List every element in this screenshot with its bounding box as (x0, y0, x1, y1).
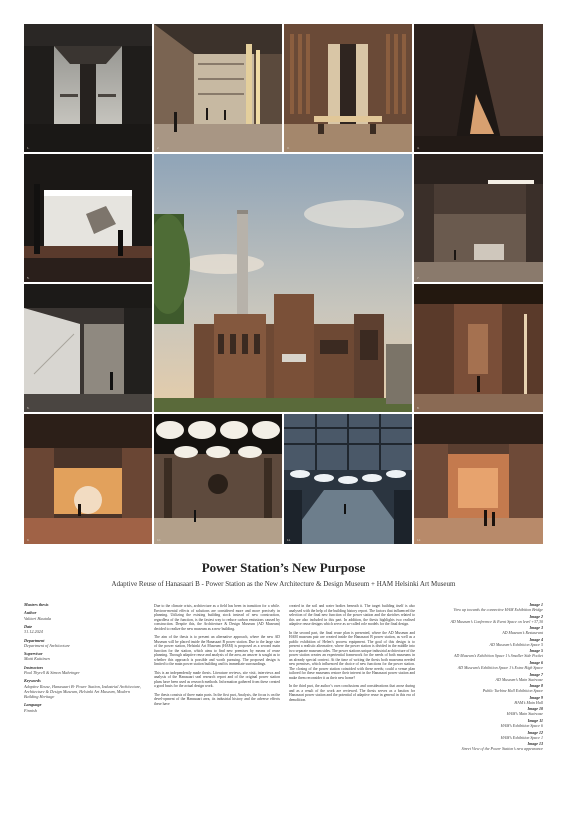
abstract-paragraph: In the second part, the final reuse plan is presented, where the AD Museum and HAM museum pair are created inside the Hanasaari B power station, as well as a public exhibition of Helen’s process equipment. The goal of this design is to present a realistic alternative, where the power station is divided in the middle into two separate museum sides. The power stations unique industrial architecture of the power station creates an experiential framework for the needs of both museums in an already special context. At the time of writing the thesis both museums needed new premises, which influenced the choice of new functions for the power station. The closing of the power station coincided with these needs; could a venue plan tailored for these museums restore their interest in the Hanasaari power station and make them reconsider it as their new home? (289, 630, 415, 680)
caption-text: AD Museum’s Conference & Event Space on level +37,30 (450, 618, 543, 624)
render-image-11 (284, 414, 412, 544)
render-image-8 (414, 284, 543, 412)
image-label: 2. (157, 146, 160, 150)
meta-label: Author (24, 610, 37, 616)
abstract-paragraph: created in the soil and water bodies beneath it. The target building itself is also analysed with the help of the building history report. The factors that influenced the selection of the final new function of the power station and the sketches related to this are also included in this part. In addition, the thesis highlights two realised adaptive reuse designs which serve as so-called role models for the final design. (289, 604, 415, 626)
caption-item (420, 660, 543, 670)
caption-number: Image 13 (527, 741, 543, 747)
render-image-1 (24, 24, 152, 152)
meta-value: Adaptive Reuse, Hanasaari B- Power Station, Industrial Architecture, Architecture & Design Museum, Helsinki Art Museum, Modern Building Heritage (24, 683, 142, 699)
caption-number: Image 6 (529, 659, 543, 665)
caption-text: AD Museum’s Main Staircase (495, 676, 543, 682)
image-label: 7. (417, 276, 420, 280)
caption-item (420, 730, 543, 740)
caption-number: Image 9 (529, 694, 543, 700)
page-subtitle: Adaptive Reuse of Hanasaari B - Power Station as the New Architecture & Design Museum + HAM Helsinki Art Museum (111, 580, 456, 588)
caption-text: HAM’s Exhibition Space 6 (500, 722, 543, 728)
image-label: 5. (27, 276, 30, 280)
caption-item (420, 672, 543, 682)
caption-number: Image 1 (529, 602, 543, 607)
render-image-5 (24, 154, 152, 282)
meta-label: Date (24, 623, 33, 629)
caption-text: AD Museum’s Restaurant (502, 630, 543, 636)
caption-number: Image 5 (529, 648, 543, 654)
caption-number: Image 2 (529, 613, 543, 619)
image-captions (420, 602, 543, 753)
abstract-paragraph: The thesis consists of three main parts. In the first part, Analysis, the focus is on the devel-opment of the Hanasaari area, its industrial history and the adverse effects these have (154, 692, 280, 706)
caption-number: Image 11 (527, 717, 543, 723)
caption-item (420, 718, 543, 728)
caption-item (420, 625, 543, 635)
abstract-paragraph: The aim of the thesis is to present an alternative approach, where the new AD Museum will be placed inside the Hanasaari B power station. Due to the large size of the power station, Helsinki Art Museum (HAM) is proposed as a second main function for the station, which aims to find new premises by means of reuse planning. Through adaptive reuse and analysis of the area, an answer is sought as to whether this approach is possible and worth pursuing. The proposed design is limited to the main power station building and its immediate surroundings. (154, 635, 280, 666)
image-label: 6. (27, 406, 30, 410)
meta-value: Department of Architecture (24, 642, 70, 648)
render-image-9 (24, 414, 152, 544)
caption-number: Image 12 (527, 729, 543, 735)
page-title: Power Station’s New Purpose (201, 560, 366, 575)
abstract-paragraph: This is an independently made thesis. Literature reviews, site visit, interviews and analysis of the Hanasaari seal research report and of the original power station plans have been used as research methods. Information gathered from these created a good basis for the actual design work. (154, 670, 280, 688)
caption-item (420, 741, 543, 751)
caption-number: Image 7 (529, 671, 543, 677)
image-label: 1. (27, 146, 30, 150)
meta-value: Finnish (24, 707, 37, 713)
image-label: 9. (27, 538, 30, 542)
render-image-2 (154, 24, 282, 152)
meta-label: Supervisor (24, 651, 43, 657)
image-label: 12. (417, 538, 422, 542)
caption-item (420, 683, 543, 693)
caption-text: Street View of the Power Station’s new appearance (461, 746, 543, 752)
caption-item (420, 706, 543, 716)
image-label: 4. (417, 146, 420, 150)
caption-item (420, 695, 543, 705)
abstract-paragraph: Due to the climate crisis, architecture as a field has been in transition for a while. Environ-mental effects of solutions are considered more and more precisely in planning. Utilizing the existing building stock instead of new construction, regardless of the function, is the fastest way to reduce carbon emissions caused by construction. Despite this, the Architecture & Design Museum (AD Museum) decided to realize the new museum as a new building. (154, 604, 280, 631)
image-label: 10. (157, 538, 162, 542)
caption-text: HAM’s Main Staircase (506, 711, 543, 717)
abstract-paragraph: In the third part, the author’s own conclusions and considerations that arose during and as a result of the work are reviewed. The thesis serves as a bastion for Hanasaari power station and the potential of adaptive reuse in general in this era of demolition. (289, 684, 415, 702)
meta-label: Instructors (24, 664, 44, 670)
meta-label: Masters thesis (24, 602, 49, 607)
caption-text: AD Museum’s Exhibition Space 5 (489, 641, 543, 647)
caption-item (420, 614, 543, 624)
caption-item (420, 602, 543, 612)
caption-text: Public Turbine Hall Exhibition Space (482, 688, 543, 694)
abstract-column-2 (289, 604, 415, 706)
caption-number: Image 8 (529, 683, 543, 689)
thesis-metadata (24, 602, 144, 713)
image-label: 11. (287, 538, 291, 542)
meta-value: Valtteri Hautala (24, 615, 52, 621)
meta-value: Paul Thyrell & Simon Mahringer (24, 669, 80, 675)
render-image-3 (284, 24, 412, 152)
render-image-10 (154, 414, 282, 544)
caption-text: HAM’s Main Hall (514, 699, 543, 705)
render-image-6 (24, 284, 152, 412)
caption-item (420, 648, 543, 658)
caption-text: AD Museum’s Exhibition Space 1’s Extra High Space (457, 664, 543, 670)
caption-item (420, 637, 543, 647)
caption-text: HAM’s Exhibition Space 1 (500, 734, 543, 740)
render-image-4 (414, 24, 543, 152)
caption-number: Image 10 (527, 706, 543, 712)
abstract-column-1 (154, 604, 280, 710)
meta-value: 31.12.2024 (24, 629, 43, 635)
caption-text: AD Museum’s Exhibition Space 1’s Smaller Side Pocket (453, 653, 543, 659)
meta-label: Language (24, 702, 42, 708)
image-label: 8. (417, 406, 420, 410)
meta-label: Keywords (24, 678, 41, 684)
caption-number: Image 4 (529, 636, 543, 642)
image-label: 3. (287, 146, 290, 150)
render-image-7 (414, 154, 543, 282)
meta-label: Department (24, 637, 45, 643)
render-image-12 (414, 414, 543, 544)
meta-value: Matti Kuittinen (24, 656, 50, 662)
street-view-image-13 (154, 154, 412, 412)
caption-number: Image 3 (529, 625, 543, 631)
caption-text: View up towards the connective HAM Exhibition Bridge (453, 607, 543, 612)
